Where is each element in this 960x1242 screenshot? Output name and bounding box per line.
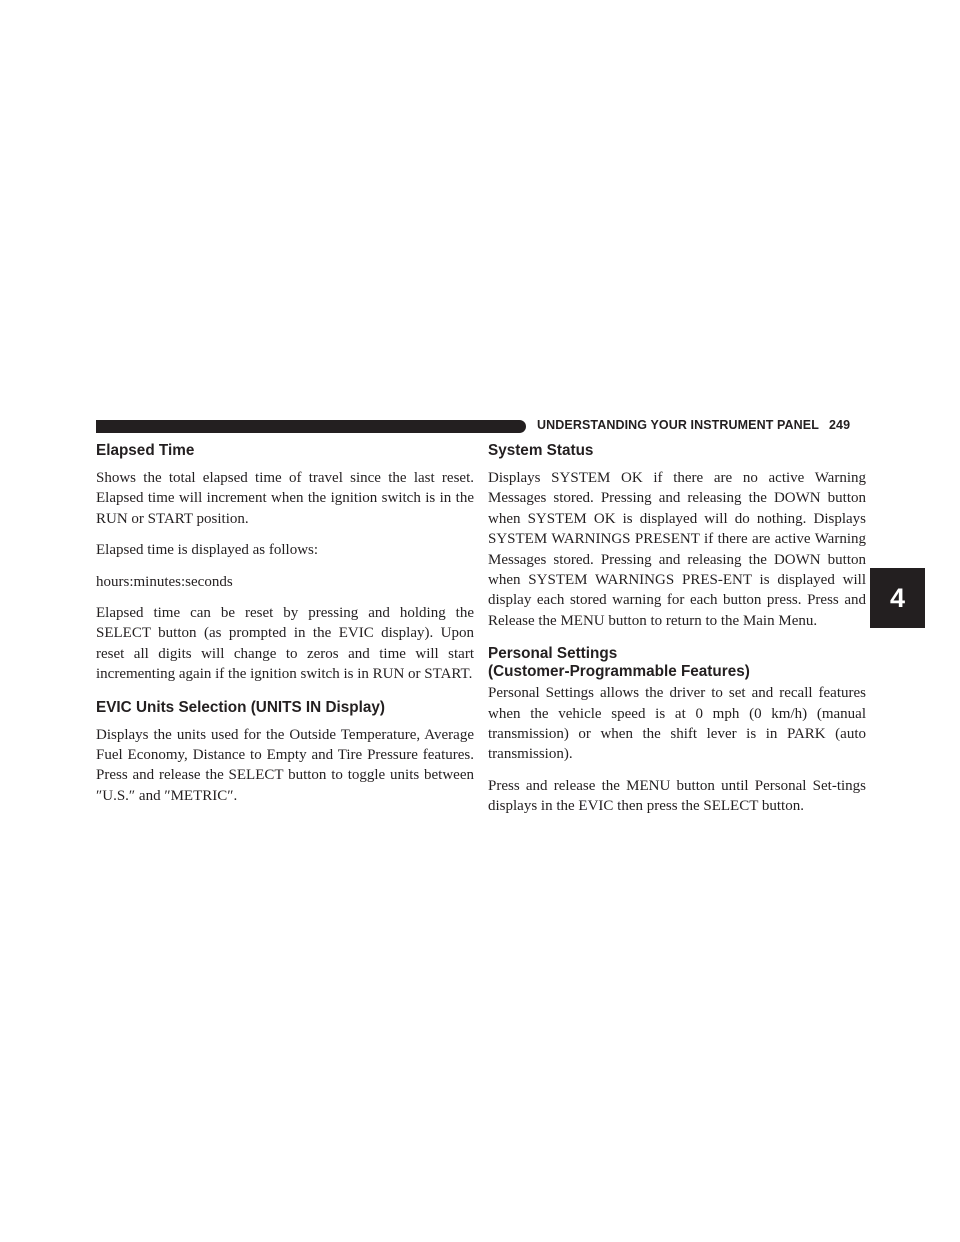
elapsed-time-heading: Elapsed Time xyxy=(96,442,195,459)
evic-units-heading: EVIC Units Selection (UNITS IN Display) xyxy=(96,698,385,716)
header-rule xyxy=(96,420,526,433)
header-title: UNDERSTANDING YOUR INSTRUMENT PANEL xyxy=(537,418,819,432)
elapsed-time-paragraph-3: Elapsed time can be reset by pressing and holding the SELECT button (as prompted in the EVIC display). Upon reset all digits will change to zeros and time will start incrementing again if the ignition switch is in RUN or START. xyxy=(96,605,474,683)
elapsed-time-format: hours:minutes:seconds xyxy=(96,573,233,590)
right-column xyxy=(488,440,866,828)
chapter-tab: 4 xyxy=(870,568,925,628)
elapsed-time-paragraph-1: Shows the total elapsed time of travel since the last reset. Elapsed time will increment when the ignition switch is in the RUN or START position. xyxy=(96,470,474,527)
personal-settings-heading-line-1: Personal Settings xyxy=(488,645,618,663)
personal-settings-paragraph-2: Press and release the MENU button until Personal Set-tings displays in the EVIC then press the SELECT button. xyxy=(488,777,866,815)
page-number: 249 xyxy=(828,418,851,432)
running-header xyxy=(537,418,867,432)
personal-settings-heading-line-2: (Customer-Programmable Features) xyxy=(488,663,750,681)
left-column xyxy=(96,440,474,817)
personal-settings-heading xyxy=(488,643,866,681)
system-status-paragraph: Displays SYSTEM OK if there are no active Warning Messages stored. Pressing and releasing the DOWN button when SYSTEM OK is displayed will do nothing. Displays SYSTEM WARNINGS PRESENT if there are active Warning Messages stored. Pressing and releasing the DOWN button when SYSTEM WARNINGS PRES-ENT is displayed will display each stored warning for each button press. Press and Release the MENU button to return to the Main Menu. xyxy=(488,470,866,629)
elapsed-time-paragraph-2: Elapsed time is displayed as follows: xyxy=(96,542,319,559)
evic-units-paragraph: Displays the units used for the Outside Temperature, Average Fuel Economy, Distance to Empty and Tire Pressure features. Press and release the SELECT button to toggle units between ″U.S.″ and ″METRIC″. xyxy=(96,726,474,804)
personal-settings-paragraph-1: Personal Settings allows the driver to set and recall features when the vehicle speed is at 0 mph (0 km/h) (manual transmission) or when the shift lever is in PARK (auto transmission). xyxy=(488,685,866,763)
system-status-heading: System Status xyxy=(488,442,594,459)
